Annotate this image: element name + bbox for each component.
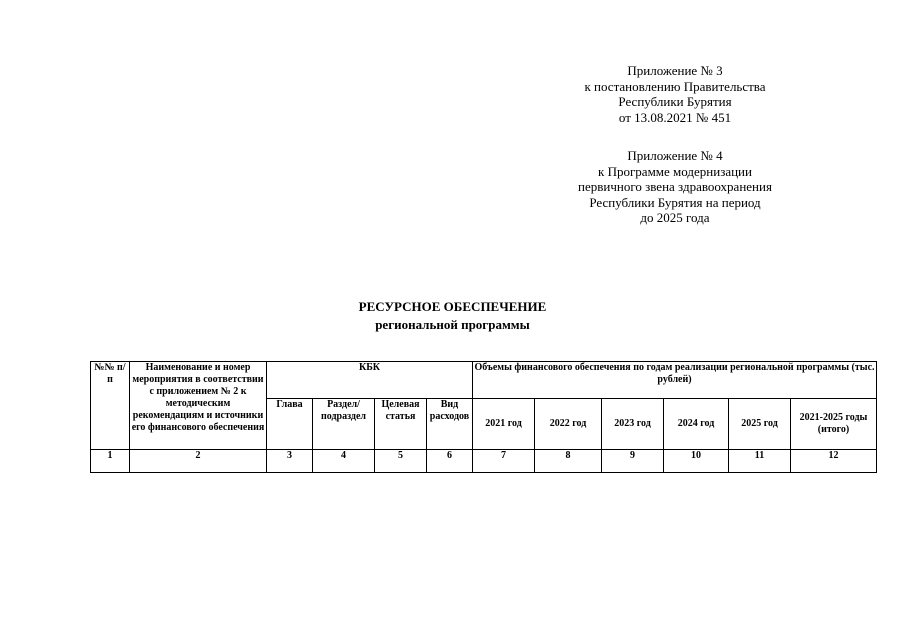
header-volumes: Объемы финансового обеспечения по годам реализации региональной программы (тыс. рублей)	[473, 362, 877, 399]
header-year-2025: 2025 год	[729, 399, 791, 450]
header-year-2023: 2023 год	[602, 399, 664, 450]
annex1-line: к постановлению Правительства	[584, 78, 766, 94]
header-year-2024: 2024 год	[664, 399, 729, 450]
annex2-line: первичного звена здравоохранения	[578, 179, 772, 194]
column-number-cell: 8	[535, 450, 602, 473]
annex1-line: от 13.08.2021 № 451	[618, 109, 732, 125]
header-year-2021: 2021 год	[473, 399, 535, 450]
document-subtitle: региональной программы	[375, 317, 530, 332]
header-kbk-section: Раздел/ подраздел	[313, 399, 375, 450]
annex2-line: до 2025 года	[640, 210, 710, 225]
header-measure-name: Наименование и номер мероприятия в соответствии с приложением № 2 к методическим рекомендациям и источники его финансового обеспечения	[130, 362, 267, 450]
resource-table	[90, 361, 877, 473]
annex1-line: Приложение № 3	[627, 63, 723, 78]
column-number-cell: 10	[664, 450, 729, 473]
annex2-line: Республики Бурятия на период	[589, 194, 761, 210]
header-row-number: №№ п/п	[91, 362, 130, 450]
annex-header-1	[540, 63, 810, 125]
header-year-2022: 2022 год	[535, 399, 602, 450]
column-number-cell: 3	[267, 450, 313, 473]
column-number-cell: 9	[602, 450, 664, 473]
annex1-line: Республики Бурятия	[618, 94, 732, 109]
column-number-cell: 5	[375, 450, 427, 473]
column-number-cell: 4	[313, 450, 375, 473]
column-number-cell: 2	[130, 450, 267, 473]
document-title: РЕСУРСНОЕ ОБЕСПЕЧЕНИЕ	[358, 299, 547, 314]
annex2-line: к Программе модернизации	[598, 163, 752, 179]
header-years-total: 2021-2025 годы (итого)	[791, 399, 877, 450]
column-number-cell: 7	[473, 450, 535, 473]
annex2-line: Приложение № 4	[627, 148, 723, 163]
annex-header-2	[540, 148, 810, 226]
column-number-cell: 12	[791, 450, 877, 473]
header-kbk-chapter: Глава	[267, 399, 313, 450]
header-kbk-target: Целевая статья	[375, 399, 427, 450]
header-kbk: КБК	[267, 362, 473, 399]
column-number-cell: 6	[427, 450, 473, 473]
column-number-cell: 1	[91, 450, 130, 473]
header-kbk-expense: Вид расходов	[427, 399, 473, 450]
column-number-cell: 11	[729, 450, 791, 473]
